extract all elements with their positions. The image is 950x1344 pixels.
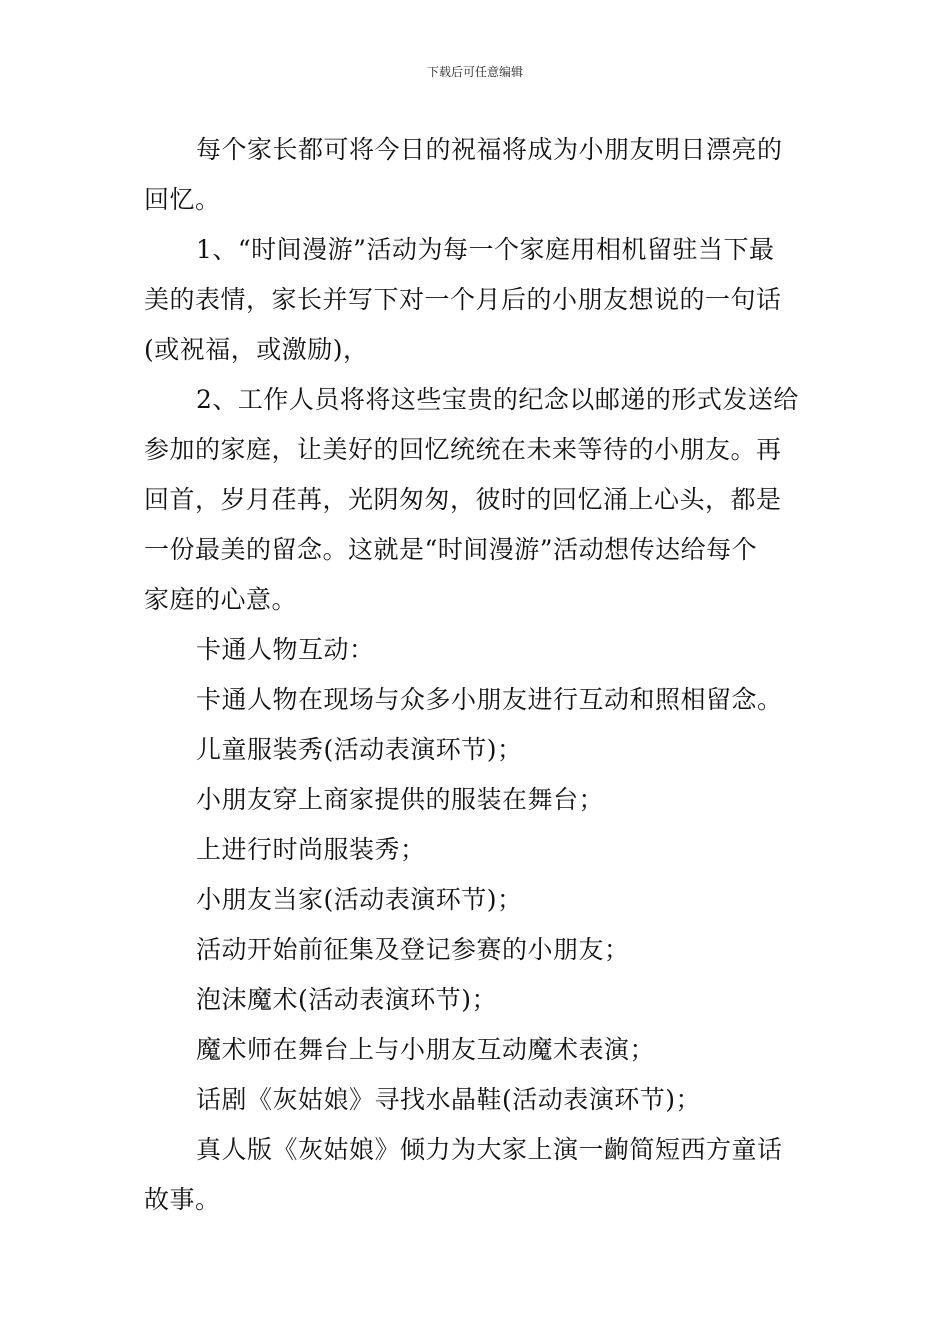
paragraph-line: 魔术师在舞台上与小朋友互动魔术表演；	[196, 1035, 656, 1064]
paragraph-line: 2、工作人员将将这些宝贵的纪念以邮递的形式发送给	[196, 385, 799, 414]
paragraph-line: 活动开始前征集及登记参赛的小朋友；	[196, 935, 630, 964]
paragraph-line: 真人版《灰姑娘》倾力为大家上演一齣简短西方童话	[196, 1135, 783, 1164]
paragraph-line: 泡沫魔术(活动表演环节)；	[196, 985, 498, 1014]
paragraph-line: 美的表情，家长并写下对一个月后的小朋友想说的一句话	[144, 285, 782, 314]
paragraph-line: (或祝福，或激励)，	[144, 335, 369, 364]
paragraph-line: 参加的家庭，让美好的回忆统统在未来等待的小朋友。再	[144, 435, 782, 464]
paragraph-line: 家庭的心意。	[144, 585, 298, 614]
paragraph-line: 话剧《灰姑娘》寻找水晶鞋(活动表演环节)；	[196, 1085, 702, 1114]
paragraph-line: 卡通人物在现场与众多小朋友进行互动和照相留念。	[196, 685, 783, 714]
paragraph-line: 回忆。	[144, 185, 221, 214]
page-header: 下载后可任意编辑	[426, 65, 523, 79]
paragraph-line: 上进行时尚服装秀；	[196, 835, 426, 864]
document-body	[144, 125, 808, 1225]
paragraph-line: 一份最美的留念。这就是“时间漫游”活动想传达给每个	[144, 535, 758, 564]
paragraph-line: 故事。	[144, 1185, 221, 1214]
paragraph-line: 小朋友穿上商家提供的服装在舞台；	[196, 785, 605, 814]
paragraph-line: 回首，岁月荏苒，光阴匆匆，彼时的回忆涌上心头，都是	[144, 485, 782, 514]
section-heading: 卡通人物互动：	[196, 635, 375, 664]
paragraph-line: 儿童服装秀(活动表演环节)；	[196, 735, 523, 764]
paragraph-line: 1、“时间漫游”活动为每一个家庭用相机留驻当下最	[196, 235, 775, 264]
paragraph-line: 小朋友当家(活动表演环节)；	[196, 885, 523, 914]
paragraph-line: 每个家长都可将今日的祝福将成为小朋友明日漂亮的	[196, 135, 783, 164]
